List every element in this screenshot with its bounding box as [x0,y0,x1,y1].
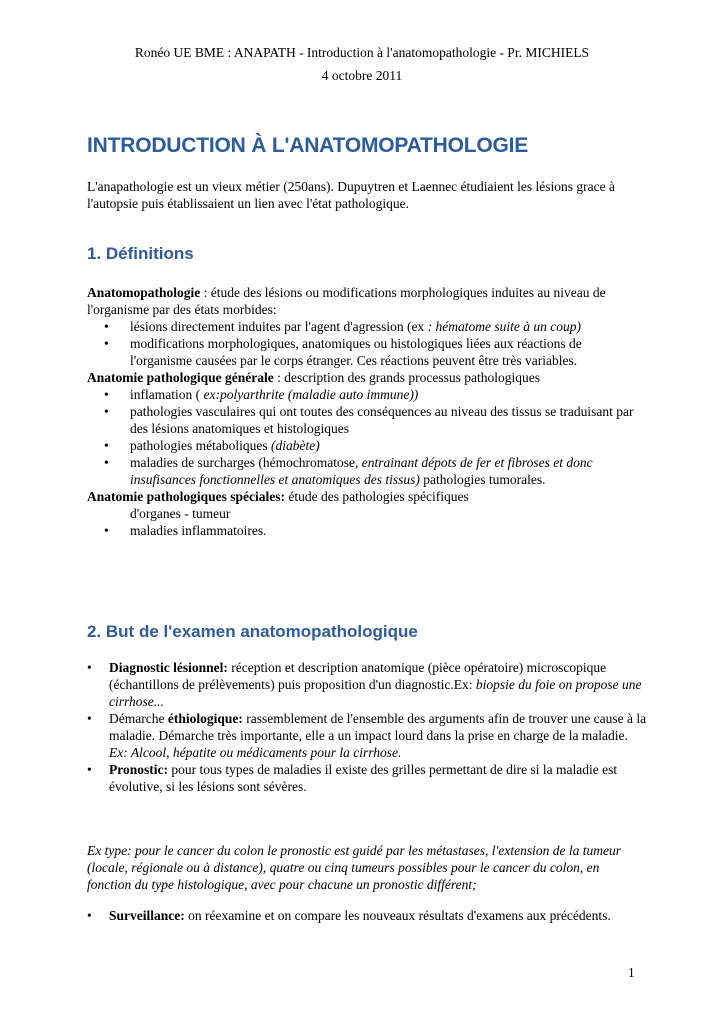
example-text [87,842,647,893]
section-heading-but-examen: 2. But de l'examen anatomopathologique [87,622,418,641]
item-italic: Ex: Alcool, hépatite ou médicaments pour la cirrhose. [109,745,402,760]
term-anatomopathologie: Anatomopathologie [87,285,201,300]
item-bold: Diagnostic lésionnel: [109,660,228,675]
list-item-text: modifications morphologiques, anatomiques ou histologiques liées aux réactions de l'organisme causées par le corps étranger. Ces réactions peuvent être très variables. [130,336,582,368]
surveillance-block [87,907,647,924]
item-bold: éthiologique: [167,711,243,726]
example-paragraph [87,842,647,893]
item-bold: Pronostic: [109,762,168,777]
list-item-pronostic [87,761,647,795]
section-heading-definitions: 1. Définitions [87,244,194,263]
list-item-ethiologique [87,710,647,761]
term-speciales: Anatomie pathologiques spéciales: [87,489,286,504]
running-header-title: Ronéo UE BME : ANAPATH - Introduction à l'anatomopathologie - Pr. MICHIELS [134,45,590,60]
list-item-text: pathologies métaboliques [130,438,271,453]
running-header-date: 4 octobre 2011 [321,68,403,83]
def-speciales: étude des pathologies spécifiques [285,489,469,504]
definitions-block [87,284,647,539]
generale-list [87,386,647,488]
def-generale: : description des grands processus pathologiques [273,370,540,385]
list-item [87,437,647,454]
list-item-italic: (diabète) [270,438,320,453]
def-speciales-continued: d'organes - tumeur [130,506,231,521]
def-anatomopathologie: : étude des lésions ou modifications morphologiques induites au niveau de l'organisme par des états morbides: [87,285,606,317]
list-item-text: inflamation ( [130,387,204,402]
list-item-text: pathologies vasculaires qui ont toutes des conséquences au niveau des tissus se traduisant par des lésions anatomiques et histologiques [130,404,634,436]
list-item-italic: entrainant dépots de fer et fibroses et donc insufisances fonctionnelles et anatomiques des tissus) [130,455,593,487]
list-item-text: maladies inflammatoires. [130,523,267,538]
item-text: rassemblement de l'ensemble des arguments afin de trouver une cause à la maladie. Démarche très importante, elle a un impact lourd dans la prise en charge de la maladie. [109,711,647,743]
anatomopathologie-list [87,318,647,369]
list-item [87,403,647,437]
definition-anatomopathologie [87,284,647,318]
item-text: réception et description anatomique (pièce opératoire) microscopique (échantillons de prélèvements) puis proposition d'un diagnostic.Ex: [109,660,607,692]
item-lead: Démarche [109,711,168,726]
list-item [87,386,647,403]
list-item-text: maladies de surcharges (hémochromatose, [130,455,362,470]
term-generale: Anatomie pathologique générale [87,370,274,385]
but-examen-list [87,659,647,795]
item-text: on réexamine et on compare les nouveaux résultats d'examens aux précédents. [184,908,611,923]
item-italic: biopsie du foie on propose une cirrhose... [109,677,642,709]
list-item-italic: : hématome suite à un coup) [427,319,581,334]
list-item [87,318,647,335]
but-examen-block [87,659,647,795]
definition-speciales [87,488,647,505]
list-item-surveillance [87,907,647,924]
document-title: INTRODUCTION À L'ANATOMOPATHOLOGIE [87,134,529,157]
definition-generale [87,369,647,386]
item-text: pour tous types de maladies il existe des grilles permettant de dire si la maladie est évolutive, si les lésions sont sévères. [109,762,618,794]
list-item [87,335,647,369]
example-italic: Ex type: pour le cancer du colon le pronostic est guidé par les métastases, l'extension de la tumeur (locale, régionale ou à distance), quatre ou cinq tumeurs possibles pour le cancer du colon, en fonction du type histologique, avec pour chacune un pronostic différent; [87,843,622,892]
surveillance-list [87,907,647,924]
speciales-list [87,522,647,539]
intro-text: L'anapathologie est un vieux métier (250ans). Dupuytren et Laennec étudiaient les lésions grace à l'autopsie puis établissaient un lien avec l'état pathologique. [87,179,615,211]
list-item-text: lésions directement induites par l'agent d'agression (ex [130,319,428,334]
intro-paragraph [87,178,647,212]
list-item-diagnostic [87,659,647,710]
list-item-text-tail: pathologies tumorales. [419,472,546,487]
page-number: 1 [628,965,635,980]
list-item-italic: ex:polyarthrite (maladie auto immune)) [203,387,419,402]
item-bold: Surveillance: [109,908,185,923]
list-item [87,454,647,488]
list-item [87,522,647,539]
